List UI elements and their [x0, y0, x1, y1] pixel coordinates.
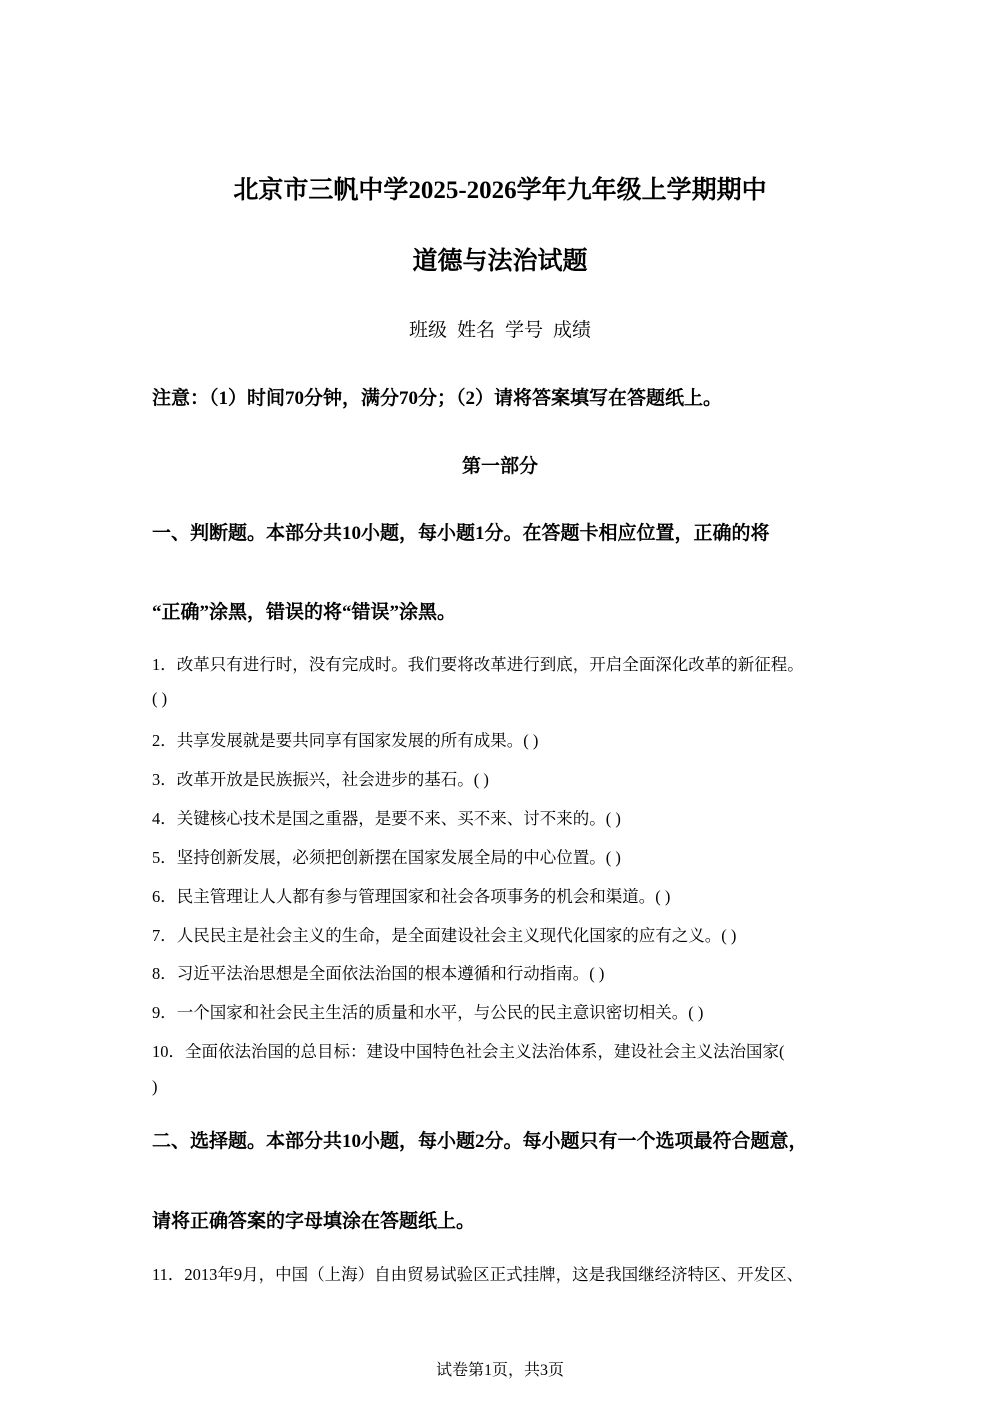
part-one-heading: 第一部分: [461, 456, 538, 477]
section-two-instruction-line2: 请将正确答案的字母填涂在答题纸上。: [152, 1211, 476, 1232]
question-line: 10．全面依法治国的总目标：建设中国特色社会主义法治体系，建设社会主义法治国家(: [152, 1042, 785, 1061]
question-line: 1．改革只有进行时，没有完成时。我们要将改革进行到底，开启全面深化改革的新征程。: [152, 655, 804, 674]
question-line: 9．一个国家和社会民主生活的质量和水平，与公民的民主意识密切相关。( ): [152, 1003, 704, 1022]
section-one-instruction-line1: 一、判断题。本部分共10小题，每小题1分。在答题卡相应位置，正确的将: [152, 523, 770, 544]
question-line: 2．共享发展就是要共同享有国家发展的所有成果。( ): [152, 731, 539, 750]
question-line: ( ): [152, 689, 168, 708]
exam-notice: 注意：（1）时间70分钟，满分70分；（2）请将答案填写在答题纸上。: [152, 388, 723, 409]
question-line: 7．人民民主是社会主义的生命，是全面建设社会主义现代化国家的应有之义。( ): [152, 926, 737, 945]
student-info-line: 班级 姓名 学号 成绩: [408, 319, 592, 341]
exam-title: 北京市三帆中学2025-2026学年九年级上学期期中: [233, 177, 767, 204]
section-one-instruction-line2: “正确”涂黑，错误的将“错误”涂黑。: [152, 602, 457, 623]
question-line: 11．2013年9月，中国（上海）自由贸易试验区正式挂牌，这是我国继经济特区、开发区、: [152, 1265, 804, 1284]
question-line: 4．关键核心技术是国之重器，是要不来、买不来、讨不来的。( ): [152, 809, 621, 828]
section-two-instruction-line1: 二、选择题。本部分共10小题，每小题2分。每小题只有一个选项最符合题意，: [152, 1131, 808, 1152]
question-line: ): [152, 1077, 158, 1096]
page-footer: 试卷第1页，共3页: [435, 1362, 564, 1379]
question-line: 5．坚持创新发展，必须把创新摆在国家发展全局的中心位置。( ): [152, 848, 621, 867]
question-line: 3．改革开放是民族振兴，社会进步的基石。( ): [152, 770, 489, 789]
question-line: 8．习近平法治思想是全面依法治国的根本遵循和行动指南。( ): [152, 964, 605, 983]
question-line: 6．民主管理让人人都有参与管理国家和社会各项事务的机会和渠道。( ): [152, 887, 671, 906]
exam-subject-title: 道德与法治试题: [412, 248, 588, 275]
